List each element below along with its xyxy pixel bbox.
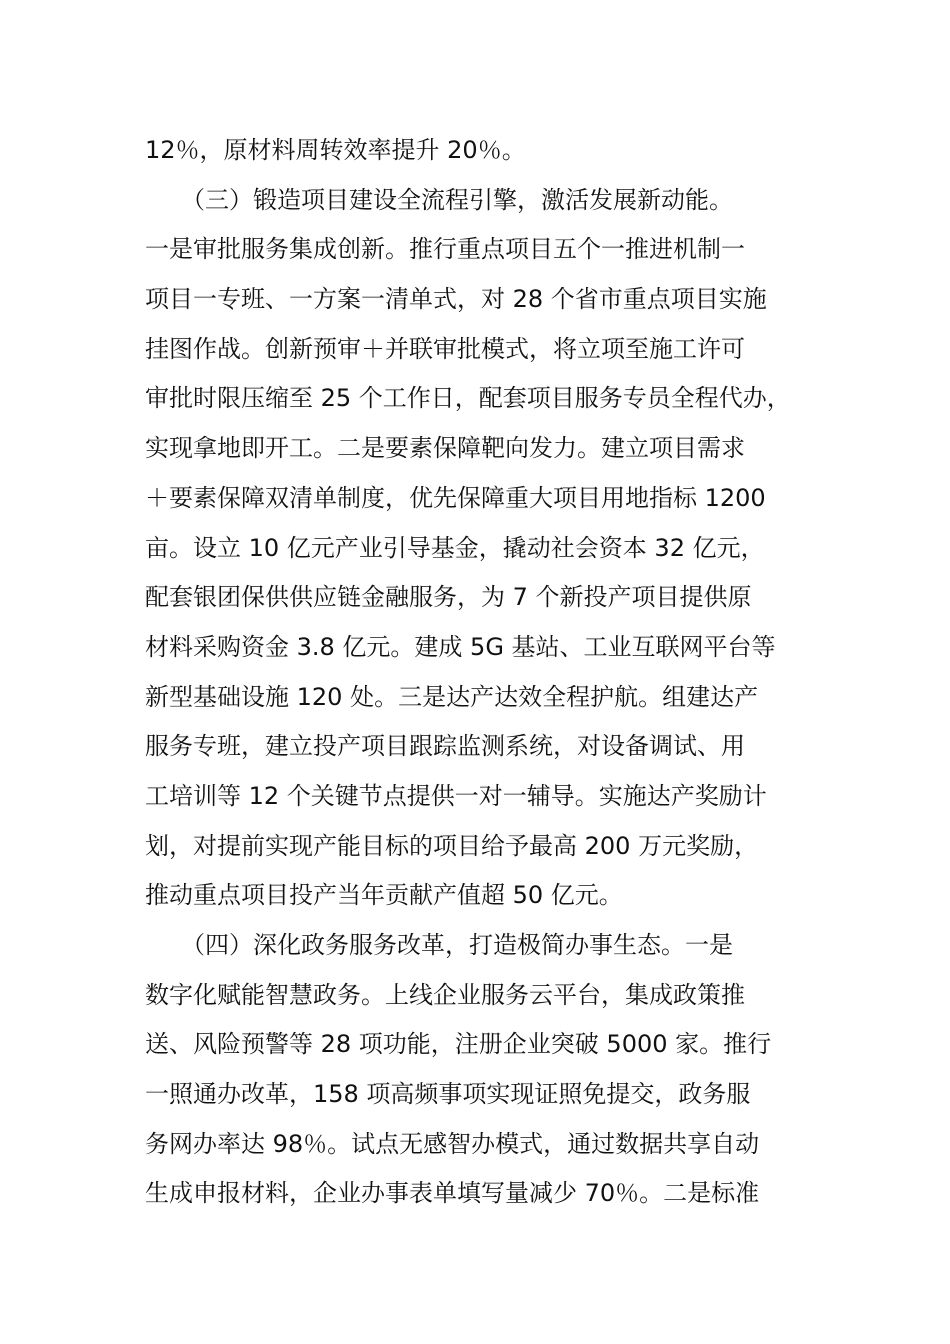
text-line: 挂图作战。创新预审＋并联审批模式，将立项至施工许可 bbox=[145, 334, 745, 363]
text-line: 推动重点项目投产当年贡献产值超 50 亿元。 bbox=[145, 881, 623, 910]
text-line: ＋要素保障双清单制度，优先保障重大项目用地指标 1200 bbox=[145, 483, 766, 512]
section-heading-3: （三）锻造项目建设全流程引擎，激活发展新动能。 bbox=[145, 185, 733, 214]
text-line: 实现拿地即开工。二是要素保障靶向发力。建立项目需求 bbox=[145, 434, 745, 463]
text-line: 工培训等 12 个关键节点提供一对一辅导。实施达产奖励计 bbox=[145, 781, 767, 810]
section-heading-4: （四）深化政务服务改革，打造极简办事生态。一是 bbox=[145, 931, 733, 959]
text-line: 亩。设立 10 亿元产业引导基金，撬动社会资本 32 亿元， bbox=[145, 533, 765, 562]
text-line: 配套银团保供供应链金融服务，为 7 个新投产项目提供原 bbox=[145, 583, 752, 612]
body-text bbox=[145, 126, 845, 1219]
text-line: 一照通办改革，158 项高频事项实现证照免提交，政务服 bbox=[145, 1080, 751, 1109]
text-line: 生成申报材料，企业办事表单填写量减少 70％。二是标准 bbox=[145, 1179, 760, 1208]
text-line: 务网办率达 98％。试点无感智办模式，通过数据共享自动 bbox=[145, 1129, 760, 1158]
text-line: 12％，原材料周转效率提升 20％。 bbox=[145, 136, 526, 164]
text-line: 一是审批服务集成创新。推行重点项目五个一推进机制一 bbox=[145, 235, 745, 264]
text-line: 送、风险预警等 28 项功能，注册企业突破 5000 家。推行 bbox=[145, 1030, 772, 1059]
text-line: 项目一专班、一方案一清单式，对 28 个省市重点项目实施 bbox=[145, 285, 767, 314]
text-line: 审批时限压缩至 25 个工作日，配套项目服务专员全程代办， bbox=[145, 384, 791, 413]
text-line: 新型基础设施 120 处。三是达产达效全程护航。组建达产 bbox=[145, 682, 759, 711]
text-line: 划，对提前实现产能目标的项目给予最高 200 万元奖励， bbox=[145, 831, 759, 860]
text-line: 服务专班，建立投产项目跟踪监测系统，对设备调试、用 bbox=[145, 732, 745, 761]
text-line: 数字化赋能智慧政务。上线企业服务云平台，集成政策推 bbox=[145, 980, 745, 1009]
text-line: 材料采购资金 3.8 亿元。建成 5G 基站、工业互联网平台等 bbox=[145, 632, 776, 661]
